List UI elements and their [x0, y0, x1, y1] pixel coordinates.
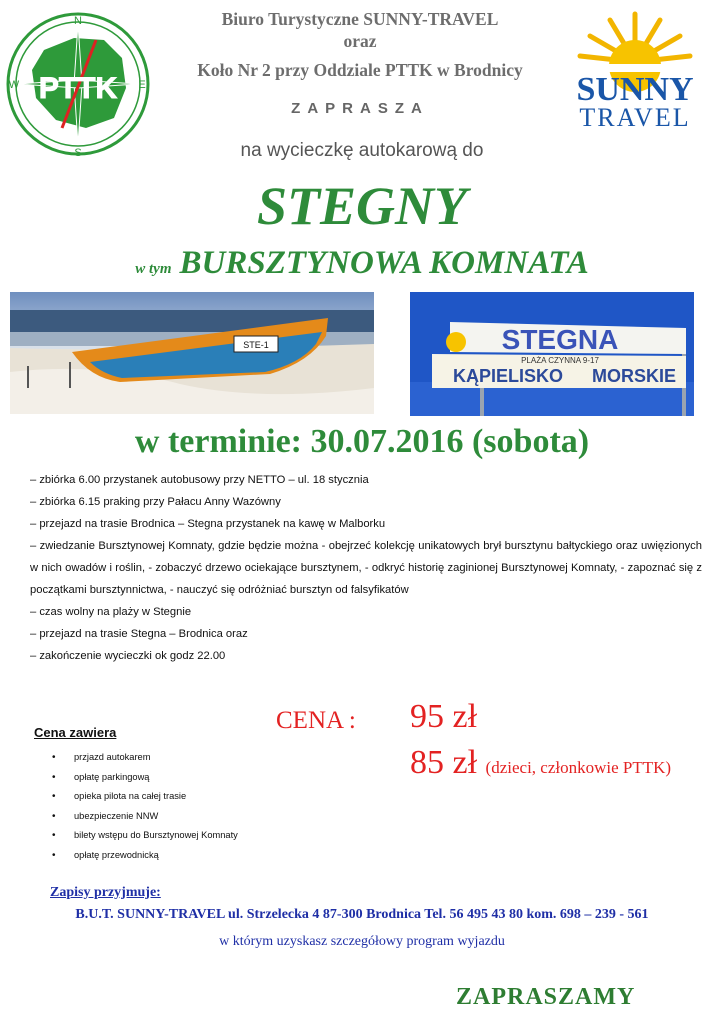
itinerary-item: – zakończenie wycieczki ok godz 22.00 — [30, 650, 226, 662]
price-adult: 95 zł — [410, 698, 478, 735]
list-item: • bilety wstępu do Bursztynowej Komnaty — [52, 826, 238, 846]
sign-small-text: PLAŻA CZYNNA 9-17 — [521, 356, 599, 365]
organizer-line-1: Biuro Turystyczne SUNNY-TRAVEL — [221, 9, 499, 29]
price-reduced-note: (dzieci, członkowie PTTK) — [485, 758, 672, 777]
trip-date: w terminie: 30.07.2016 (sobota) — [134, 423, 590, 460]
sunny-logo-line1: SUNNY — [576, 71, 694, 108]
list-item: • ubezpieczenie NNW — [52, 807, 238, 827]
price-reduced — [410, 744, 671, 782]
itinerary-item: – zwiedzanie Bursztynowej Komnaty, gdzie będzie można - obejrzeć kolekcję unikatowych brył bursztynu bałtyckiego oraz uwięzionych w nich owadów i roślin, - zobaczyć drzewo ociekające bursztynem, - odkryć historię zaginionej Bursztynowej Komnaty, - zapoznać się z początkami bursztynnictwa, - nauczyć się odróżniać bursztyn od falsyfikatów — [30, 540, 702, 596]
itinerary-list — [30, 469, 702, 667]
compass-n: N — [74, 15, 82, 27]
list-item: • przjazd autokarem — [52, 748, 238, 768]
list-item: • opłatę przewodnicką — [52, 846, 238, 866]
sunny-logo-line2: TRAVEL — [579, 103, 691, 130]
details-line: w którym uzyskasz szczegółowy program wyjazdu — [219, 934, 505, 949]
price-includes-list — [52, 748, 238, 865]
sign-word-1: KĄPIELISKO — [452, 366, 564, 386]
signup-heading: Zapisy przyjmuje: — [50, 885, 161, 900]
intro-text: na wycieczkę autokarową do — [240, 140, 484, 161]
itinerary-item: – przejazd na trasie Brodnica – Stegna przystanek na kawę w Malborku — [30, 518, 386, 530]
invite-heading: ZAPRASZA — [291, 100, 429, 117]
closing-text: ZAPRASZAMY — [456, 984, 636, 1010]
itinerary-item: – zbiórka 6.00 przystanek autobusowy przy NETTO – ul. 18 stycznia — [30, 474, 369, 486]
stegna-sign-photo — [410, 292, 694, 416]
itinerary-item: – zbiórka 6.15 praking przy Pałacu Anny Wazówny — [30, 496, 281, 508]
subtitle-main: BURSZTYNOWA KOMNATA — [179, 245, 589, 281]
list-item: • opłatę parkingową — [52, 768, 238, 788]
destination-title: STEGNY — [256, 176, 467, 236]
organizer-line-3: Koło Nr 2 przy Oddziale PTTK w Brodnicy — [197, 60, 523, 80]
compass-e: E — [138, 79, 146, 91]
compass-s: S — [74, 147, 82, 158]
boat-label: STE-1 — [243, 340, 269, 350]
list-item: • opieka pilota na całej trasie — [52, 787, 238, 807]
destination-subtitle — [0, 245, 724, 282]
contact-line: B.U.T. SUNNY-TRAVEL ul. Strzelecka 4 87-300 Brodnica Tel. 56 495 43 80 kom. 698 – 239 - 561 — [75, 907, 649, 922]
compass-w: W — [8, 79, 20, 91]
price-reduced-value: 85 zł — [410, 744, 478, 781]
price-includes-heading: Cena zawiera — [34, 725, 117, 740]
itinerary-item: – czas wolny na plaży w Stegnie — [30, 606, 192, 618]
subtitle-prefix: w tym — [135, 261, 172, 277]
organizer-line-2: oraz — [343, 31, 377, 51]
boat-photo — [10, 292, 374, 414]
sign-word-2: MORSKIE — [591, 366, 677, 386]
pttk-logo — [4, 10, 152, 158]
price-label: CENA : — [276, 707, 356, 734]
itinerary-item: – przejazd na trasie Stegna – Brodnica oraz — [30, 628, 248, 640]
pttk-logo-text: PTTK — [38, 72, 118, 105]
sign-title: STEGNA — [501, 324, 619, 355]
